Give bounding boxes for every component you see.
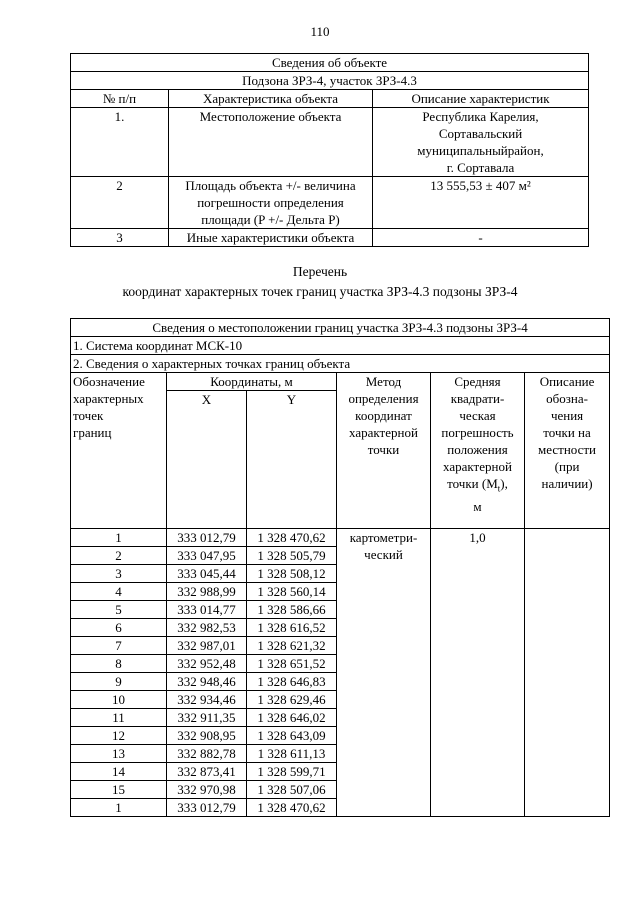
point-number: 8 <box>71 655 167 673</box>
point-y: 1 328 560,14 <box>247 583 337 601</box>
point-number: 2 <box>71 547 167 565</box>
point-x: 332 934,46 <box>167 691 247 709</box>
object-table-header: Сведения об объекте <box>71 54 589 72</box>
table-row: 3 Иные характеристики объекта - <box>71 229 589 247</box>
point-number: 14 <box>71 763 167 781</box>
point-x: 332 987,01 <box>167 637 247 655</box>
point-y: 1 328 616,52 <box>247 619 337 637</box>
point-number: 11 <box>71 709 167 727</box>
point-x: 333 012,79 <box>167 529 247 547</box>
point-number: 4 <box>71 583 167 601</box>
point-x: 333 047,95 <box>167 547 247 565</box>
object-table-subheader: Подзона ЗРЗ-4, участок ЗРЗ-4.3 <box>71 72 589 90</box>
point-y: 1 328 646,02 <box>247 709 337 727</box>
point-x: 332 948,46 <box>167 673 247 691</box>
point-y: 1 328 651,52 <box>247 655 337 673</box>
col-number: № п/п <box>71 90 169 108</box>
point-number: 12 <box>71 727 167 745</box>
col-description: Описание характеристик <box>373 90 589 108</box>
point-x: 332 873,41 <box>167 763 247 781</box>
col-point-description: Описание обозна- чения точки на местности (при наличии) <box>525 373 610 529</box>
point-number: 1 <box>71 799 167 817</box>
point-y: 1 328 643,09 <box>247 727 337 745</box>
point-number: 10 <box>71 691 167 709</box>
point-y: 1 328 507,06 <box>247 781 337 799</box>
point-x: 333 014,77 <box>167 601 247 619</box>
point-y: 1 328 599,71 <box>247 763 337 781</box>
points-body <box>71 529 610 817</box>
point-y: 1 328 505,79 <box>247 547 337 565</box>
point-x: 332 882,78 <box>167 745 247 763</box>
point-x: 333 045,44 <box>167 565 247 583</box>
coordinates-header: Сведения о местоположении границ участка ЗРЗ-4.3 подзоны ЗРЗ-4 <box>71 319 610 337</box>
point-x: 332 911,35 <box>167 709 247 727</box>
table-row: 2 Площадь объекта +/- величина погрешности определения площади (P +/- Дельта P) 13 555,53 ± 407 м² <box>71 177 589 229</box>
point-x: 332 952,48 <box>167 655 247 673</box>
col-error: Средняя квадрати- ческая погрешность положения характерной точки $(M_t)$, м <box>431 373 525 529</box>
list-subtitle: координат характерных точек границ участка ЗРЗ-4.3 подзоны ЗРЗ-4 <box>122 284 518 299</box>
point-description-value <box>525 529 610 817</box>
col-method: Метод определения координат характерной точки <box>337 373 431 529</box>
point-x: 332 988,99 <box>167 583 247 601</box>
list-title: Перечень <box>292 264 348 279</box>
point-number: 9 <box>71 673 167 691</box>
point-y: 1 328 629,46 <box>247 691 337 709</box>
object-info-table <box>70 53 589 247</box>
col-y: Y <box>247 391 337 529</box>
point-y: 1 328 621,32 <box>247 637 337 655</box>
point-number: 3 <box>71 565 167 583</box>
point-number: 7 <box>71 637 167 655</box>
col-designation: Обозначение характерных точек границ <box>71 373 167 529</box>
point-y: 1 328 470,62 <box>247 799 337 817</box>
col-coordinates: Координаты, м <box>167 373 337 391</box>
table-row <box>71 529 610 547</box>
point-x: 333 012,79 <box>167 799 247 817</box>
point-y: 1 328 586,66 <box>247 601 337 619</box>
col-characteristic: Характеристика объекта <box>169 90 373 108</box>
point-y: 1 328 611,13 <box>247 745 337 763</box>
point-y: 1 328 470,62 <box>247 529 337 547</box>
point-number: 1 <box>71 529 167 547</box>
point-y: 1 328 646,83 <box>247 673 337 691</box>
point-number: 6 <box>71 619 167 637</box>
col-x: X <box>167 391 247 529</box>
point-x: 332 970,98 <box>167 781 247 799</box>
point-x: 332 908,95 <box>167 727 247 745</box>
table-row: 1. Местоположение объекта Республика Карелия, Сортавальский муниципальныйрайон, г. Сортавала <box>71 108 589 177</box>
page-number: 110 <box>310 24 330 39</box>
point-x: 332 982,53 <box>167 619 247 637</box>
coordinate-system: 1. Система координат МСК-10 <box>71 337 610 355</box>
point-number: 5 <box>71 601 167 619</box>
point-y: 1 328 508,12 <box>247 565 337 583</box>
point-number: 15 <box>71 781 167 799</box>
method-value: картометри- ческий <box>337 529 431 817</box>
coordinates-table <box>70 318 610 817</box>
error-value: 1,0 <box>431 529 525 817</box>
point-number: 13 <box>71 745 167 763</box>
section-points: 2. Сведения о характерных точках границ объекта <box>71 355 610 373</box>
